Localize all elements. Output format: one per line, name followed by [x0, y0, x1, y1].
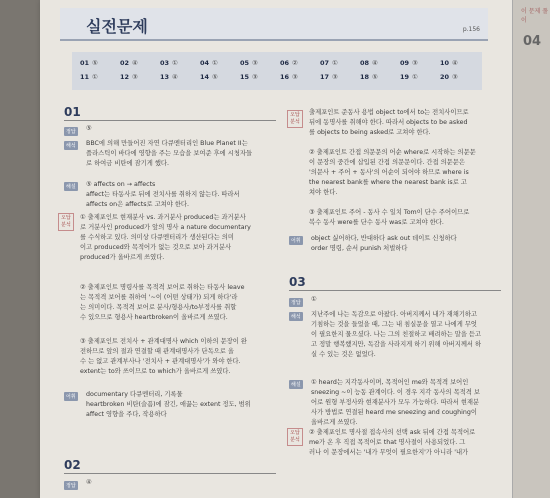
question-number: 10 — [440, 59, 450, 67]
answer-choice: ① — [172, 59, 178, 67]
page-header — [60, 8, 488, 41]
answer-badge-3: 정답 — [291, 300, 301, 306]
text-line: object 싫어하다, 반대하다 ask out 데이트 신청하다 — [311, 235, 457, 242]
translation-text-3 — [311, 310, 509, 360]
answer-choice: ④ — [132, 59, 138, 67]
answer-choice: ③ — [292, 73, 298, 81]
top-point-3 — [309, 208, 509, 228]
side-tab-text: 이 문제 풀이 — [521, 8, 548, 24]
question-number: 17 — [320, 73, 330, 81]
text-line: 이 문장의 중간에 삽입된 간접 의문문이다. 간접 의문문은 — [309, 159, 465, 166]
answer-choice: ① — [212, 59, 218, 67]
explain-badge: 해설 — [66, 184, 76, 190]
wrong-analysis-1 — [80, 213, 290, 263]
explain-text — [86, 180, 286, 210]
answer-badge-2: 정답 — [66, 483, 76, 489]
question-number: 07 — [320, 59, 330, 67]
text-line: documentary 다큐멘터리, 기록물 — [86, 391, 183, 398]
answer-cell — [280, 59, 320, 67]
text-line: ② 출제포인트 간접 의문문의 어순 where로 시작하는 의문문 — [309, 149, 476, 156]
answer-cell — [400, 73, 440, 81]
answer-cell — [200, 73, 240, 81]
answer-value-2: ④ — [86, 479, 92, 486]
answer-cell — [160, 73, 200, 81]
question-number: 11 — [80, 73, 90, 81]
text-line: 뒤에 동명사를 취해야 한다. 따라서 objects to be asked — [309, 119, 468, 126]
section-02-heading: 02 — [64, 458, 81, 472]
text-line: affect 영향을 주다, 작용하다 — [86, 411, 167, 418]
text-line: ① heard는 지각동사이며, 목적어인 me와 목적격 보어인 — [311, 379, 469, 386]
answer-cell — [80, 59, 120, 67]
answer-cell — [440, 59, 480, 67]
question-number: 01 — [80, 59, 90, 67]
text-line: 수 있으므로 형용사 heartbroken이 올바르게 쓰였다. — [80, 314, 228, 321]
wrong-analysis-3 — [80, 337, 290, 377]
vocab-badge: 어휘 — [66, 394, 76, 400]
answer-cell — [320, 59, 360, 67]
question-number: 14 — [200, 73, 210, 81]
text-line: me가 온 후 직접 목적어로 that 명사절이 사용되었다. 그 — [309, 439, 466, 446]
question-number: 09 — [400, 59, 410, 67]
answer-choice: ① — [92, 73, 98, 81]
question-number: 20 — [440, 73, 450, 81]
text-line: produced가 올바르게 쓰였다. — [80, 254, 165, 261]
text-line: 수 는 없고 관계부사나 '전치사 + 관계대명사'가 와야 한다. — [80, 358, 241, 365]
answer-cell — [320, 73, 360, 81]
text-line: ① 출제포인트 현재분사 vs. 과거분사 produced는 과거분사 — [80, 214, 246, 221]
answer-cell — [240, 59, 280, 67]
question-number: 03 — [160, 59, 170, 67]
answer-row-2 — [80, 73, 480, 81]
text-line: '의문사 + 주어 + 동사'의 어순이 되어야 하므로 where is — [309, 169, 469, 176]
translation-badge: 해석 — [66, 143, 76, 149]
answer-choice: ① — [412, 73, 418, 81]
question-number: 13 — [160, 73, 170, 81]
text-line: 이 필요한지 물으셨다. 나는 그의 친절하고 배려하는 말을 듣고 — [311, 331, 482, 338]
answer-cell — [120, 59, 160, 67]
answer-cell — [80, 73, 120, 81]
text-line: order 명령, 순서 punish 처벌하다 — [311, 245, 408, 252]
text-line: 기침하는 것을 들었을 때, 그는 내 침실문을 열고 나에게 무엇 — [311, 321, 478, 328]
answer-choice: ⑤ — [212, 73, 218, 81]
page-title: 실전문제 — [86, 17, 148, 36]
text-line: 플라스틱이 바다에 영향을 주는 모습을 보여준 후에 시청자들 — [86, 150, 253, 157]
section-divider — [64, 120, 276, 121]
text-line: 쳐야 한다. — [309, 189, 338, 196]
text-line: 사가 방법로 연결된 heard me sneezing and coughing이 — [311, 409, 477, 416]
text-line: ③ 출제포인트 주어 - 동사 수 일치 Tom이 단수 주어이므로 — [309, 209, 470, 216]
vocab-badge-top: 어휘 — [291, 238, 301, 244]
question-number: 19 — [400, 73, 410, 81]
answer-cell — [200, 59, 240, 67]
text-line: 로 거분사인 produced가 앞의 명사 a nature documentary — [80, 224, 251, 231]
answer-choice: ⑤ — [92, 59, 98, 67]
text-line: 고 정말 행복했지만, 독감을 사라지게 하기 위해 아버지께서 하 — [311, 341, 482, 348]
section-01-heading: 01 — [64, 105, 81, 119]
answer-choice: ② — [292, 59, 298, 67]
text-line: sneezing ~이 능동 관계이다. 이 경우 지각 동사의 목적격 보 — [311, 389, 480, 396]
next-page-edge — [512, 0, 550, 498]
text-line: extent는 to와 쓰이므로 to which가 올바르게 쓰였다. — [80, 368, 231, 375]
text-line: 는 목적격 보어를 취하여 '~이 (어떤 상태가) 되게 하다'라 — [80, 294, 238, 301]
answer-badge: 정답 — [66, 129, 76, 135]
answer-row-1 — [80, 59, 480, 67]
text-line: affect는 타동사로 뒤에 전치사를 취하지 않는다. 따라서 — [86, 191, 240, 198]
text-line: 어로 원형 부정사와 현재분사가 모두 가능하다. 따라서 현재분 — [311, 399, 480, 406]
text-line: 전하므로 앞의 절과 연결할 때 관계대명사가 단독으로 올 — [80, 348, 234, 355]
answer-cell — [240, 73, 280, 81]
translation-text — [86, 139, 286, 169]
answer-choice: ③ — [452, 73, 458, 81]
question-number: 18 — [360, 73, 370, 81]
answer-choice: ③ — [252, 59, 258, 67]
answer-choice: ③ — [332, 73, 338, 81]
answer-key-box — [72, 52, 482, 90]
answer-cell — [440, 73, 480, 81]
answer-cell — [360, 59, 400, 67]
question-number: 08 — [360, 59, 370, 67]
text-line: 로 하여금 비탄에 잠기게 했다. — [86, 160, 170, 167]
text-line: affects on은 affects로 고쳐야 한다. — [86, 201, 189, 208]
top-point-2 — [309, 148, 509, 198]
text-line: ③ 출제포인트 전치사 + 관계대명사 which 이하의 문장이 완 — [80, 338, 247, 345]
text-line: heartbroken 비탄(슬픔)에 잠긴, 애끓는 extent 정도, 범위 — [86, 401, 251, 408]
explain-badge-3: 해설 — [291, 382, 301, 388]
section-divider — [289, 290, 501, 291]
side-tab-number: 04 — [523, 34, 542, 49]
text-line: 러나 이 문장에서는 '내가 무엇이 필요한지'가 아니라 '내가 — [309, 449, 469, 456]
text-line: 올바르게 쓰였다. — [311, 419, 358, 426]
vocab-text — [86, 390, 291, 420]
wrong-analysis-2 — [80, 283, 290, 323]
answer-cell — [400, 59, 440, 67]
text-line: 를 수식하고 있다. 의미상 다큐멘터리가 생산된다는 의미 — [80, 234, 234, 241]
top-point-1 — [309, 108, 509, 138]
question-number: 06 — [280, 59, 290, 67]
section-divider — [64, 473, 276, 474]
answer-choice: ① — [332, 59, 338, 67]
question-number: 12 — [120, 73, 130, 81]
question-number: 15 — [240, 73, 250, 81]
question-number: 05 — [240, 59, 250, 67]
answer-value: ⑤ — [86, 125, 92, 132]
wrong-analysis-badge-3: 오답 분석 — [287, 428, 303, 446]
text-line: 를 objects to being asked로 고쳐야 한다. — [309, 129, 431, 136]
wrong-analysis-3-text — [309, 428, 509, 458]
answer-choice: ③ — [412, 59, 418, 67]
text-line: 는 의미이다. 목적격 보어로 분사/형용사/to부정사를 취할 — [80, 304, 237, 311]
text-line: ⑤ affects on → affects — [86, 181, 156, 188]
answer-choice: ④ — [172, 73, 178, 81]
answer-choice: ⑤ — [372, 73, 378, 81]
page-reference: p.156 — [462, 26, 480, 33]
text-line: BBC에 의해 만들어진 자연 다큐멘터리인 Blue Planet II는 — [86, 140, 248, 147]
text-line: 지난주에 나는 독감으로 아팠다. 아버지께서 내가 재채기하고 — [311, 311, 478, 318]
answer-cell — [120, 73, 160, 81]
answer-value-3: ① — [311, 296, 317, 303]
answer-cell — [280, 73, 320, 81]
text-line: ② 출제포인트 명령사를 목적격 보어로 취하는 타동사 leave — [80, 284, 245, 291]
wrong-analysis-badge: 오답 분석 — [58, 213, 74, 231]
answer-choice: ③ — [132, 73, 138, 81]
question-number: 16 — [280, 73, 290, 81]
wrong-analysis-badge-top: 오답 분석 — [287, 110, 303, 128]
explain-text-3 — [311, 378, 509, 428]
text-line: the nearest bank를 where the nearest bank is로 고 — [309, 179, 467, 186]
question-number: 02 — [120, 59, 130, 67]
text-line: ② 출제포인트 명사절 접속사의 선택 ask 뒤에 간접 목적어로 — [309, 429, 476, 436]
section-03-heading: 03 — [289, 275, 306, 289]
vocab-text-top — [311, 234, 509, 254]
answer-cell — [160, 59, 200, 67]
text-line: 실 수 있는 것은 없었다. — [311, 351, 376, 358]
text-line: 출제포인트 준동사 용법 object to에서 to는 전치사이므로 — [309, 109, 469, 116]
answer-choice: ④ — [372, 59, 378, 67]
answer-cell — [360, 73, 400, 81]
answer-choice: ③ — [252, 73, 258, 81]
text-line: 복수 동사 were를 단수 동사 was로 고쳐야 한다. — [309, 219, 444, 226]
translation-badge-3: 해석 — [291, 314, 301, 320]
question-number: 04 — [200, 59, 210, 67]
answer-choice: ④ — [452, 59, 458, 67]
text-line: 이고 produced와 목적어가 없는 것으로 보아 과거분사 — [80, 244, 232, 251]
